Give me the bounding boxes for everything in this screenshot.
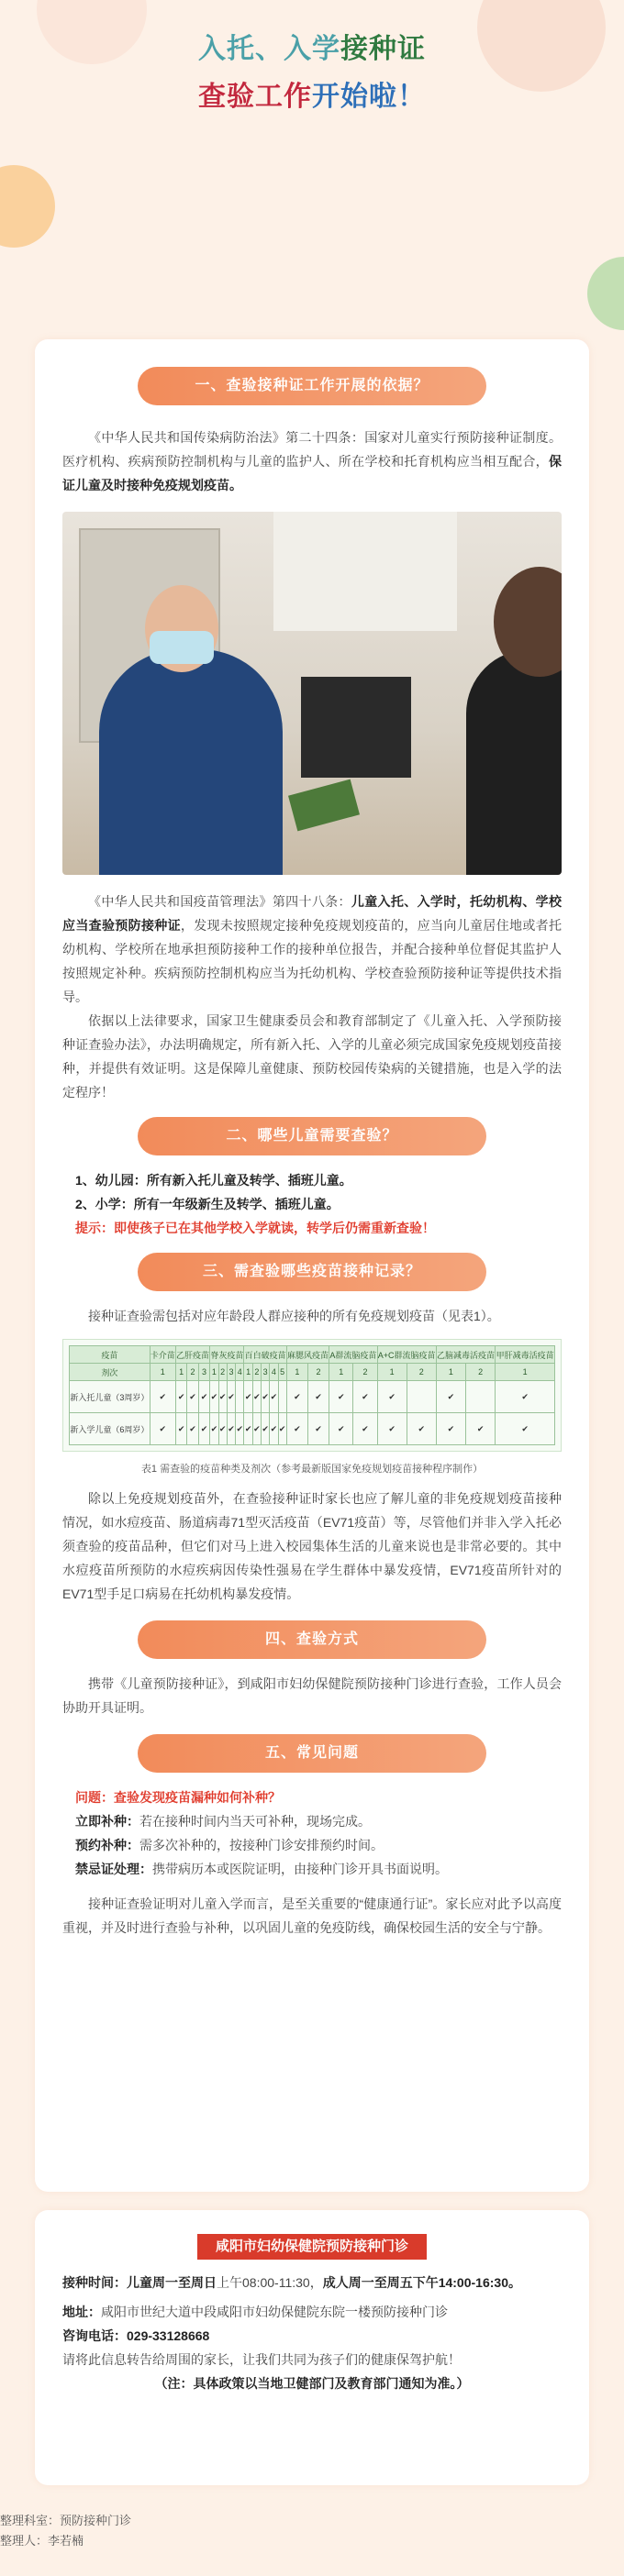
law-name: 《中华人民共和国疫苗管理法》 — [88, 894, 273, 909]
table-dose-cell: 4 — [270, 1364, 278, 1381]
table-head-cell: 乙脑减毒活疫苗 — [436, 1346, 495, 1364]
photo-laptop — [301, 677, 411, 778]
table-dose-cell: 2 — [252, 1364, 261, 1381]
table-header-row — [70, 1346, 555, 1364]
contact-key: 接种时间： — [62, 2275, 127, 2290]
vaccination-photo — [62, 512, 562, 875]
table-mark-cell: ✔ — [187, 1413, 198, 1445]
table-mark-cell: ✔ — [377, 1381, 407, 1413]
contact-time — [62, 2271, 562, 2294]
table-dose-cell: 1 — [436, 1364, 465, 1381]
table-dose-cell: 2 — [466, 1364, 496, 1381]
section-2-tip: 提示：即使孩子已在其他学校入学就读，转学后仍需重新查验！ — [75, 1221, 435, 1235]
table-head-cell: 疫苗 — [70, 1346, 150, 1364]
faq-question: 问题：查验发现疫苗漏种如何补种？ — [75, 1790, 281, 1805]
table-head-cell: A群流脑疫苗 — [329, 1346, 377, 1364]
table-mark-cell — [407, 1381, 436, 1413]
table-mark-cell: ✔ — [198, 1413, 209, 1445]
table-dose-cell: 1 — [175, 1364, 186, 1381]
table-dose-cell: 1 — [150, 1364, 175, 1381]
contact-value: 成人周一至周五下午14:00-16:30。 — [322, 2275, 521, 2290]
table-mark-cell: ✔ — [353, 1413, 377, 1445]
table-mark-cell: ✔ — [466, 1413, 496, 1445]
photo-nurse — [99, 649, 283, 875]
table-dose-cell: 2 — [307, 1364, 329, 1381]
title-highlight: 接种证 — [340, 34, 426, 64]
header — [0, 0, 624, 330]
faq-key: 预约补种： — [75, 1838, 139, 1852]
table-mark-cell: ✔ — [244, 1413, 252, 1445]
table-row — [70, 1413, 555, 1445]
table-dose-cell: 4 — [236, 1364, 244, 1381]
table-mark-cell: ✔ — [262, 1413, 270, 1445]
table-mark-cell: ✔ — [252, 1381, 261, 1413]
credit-dept: 整理科室：预防接种门诊 — [0, 2514, 132, 2527]
table-mark-cell: ✔ — [175, 1413, 186, 1445]
table-dose-cell: 1 — [286, 1364, 307, 1381]
phone-number[interactable]: 029-33128668 — [127, 2328, 210, 2343]
faq-value: 携带病历本或医院证明，由接种门诊开具书面说明。 — [152, 1862, 448, 1876]
table-mark-cell: ✔ — [210, 1381, 218, 1413]
table-head-cell: 脊灰疫苗 — [210, 1346, 244, 1364]
table-head-cell: 乙肝疫苗 — [175, 1346, 209, 1364]
faq-value: 需多次补种的，按接种门诊安排预约时间。 — [139, 1838, 384, 1852]
section-3-para-1: 接种证查验需包括对应年龄段人群应接种的所有免疫规划疫苗（见表1）。 — [88, 1309, 500, 1323]
table-caption: 表1 需查验的疫苗种类及剂次（参考最新版国家免疫规划疫苗接种程序制作） — [140, 1464, 484, 1475]
section-1-para-2 — [62, 890, 562, 1009]
table-mark-cell: ✔ — [244, 1381, 252, 1413]
table-mark-cell: ✔ — [377, 1413, 407, 1445]
section-2-pill: 二、哪些儿童需要查验？ — [138, 1117, 486, 1155]
title-line-1 — [0, 26, 624, 66]
section-1-pill: 一、查验接种证工作开展的依据？ — [138, 367, 486, 405]
faq-answer-1 — [62, 1809, 562, 1833]
table-row-label: 新入学儿童（6周岁） — [70, 1413, 150, 1445]
contact-value: 咸阳市世纪大道中段咸阳市妇幼保健院东院一楼预防接种门诊 — [101, 2305, 448, 2319]
title-highlight: 开始啦！ — [312, 82, 426, 112]
photo-booklet — [288, 779, 360, 832]
credits — [0, 2511, 624, 2551]
table-dose-cell: 1 — [210, 1364, 218, 1381]
table-mark-cell: ✔ — [307, 1413, 329, 1445]
table-dose-cell: 3 — [198, 1364, 209, 1381]
vaccine-table-wrap — [62, 1339, 562, 1452]
law-text: 第二十四条：国家对儿童实行预防接种证制度。医疗机构、疾病预防控制机构与儿童的监护人、所在学校和托育机构应当相互配合， — [62, 430, 563, 469]
contact-card — [35, 2210, 589, 2485]
table-mark-cell: ✔ — [496, 1413, 555, 1445]
section-1-para-3: 依据以上法律要求，国家卫生健康委员会和教育部制定了《儿童入托、入学预防接种证查验办法》，办法明确规定，所有新入托、入学的儿童必须完成国家免疫规划疫苗接种，并提供有效证明。这是保障儿童健康、预防校园传染病的关键措施，也是入学的法定程序！ — [62, 1013, 562, 1100]
table-mark-cell: ✔ — [227, 1381, 235, 1413]
table-mark-cell: ✔ — [210, 1413, 218, 1445]
table-row — [70, 1381, 555, 1413]
section-3-para-2: 除以上免疫规划疫苗外，在查验接种证时家长也应了解儿童的非免疫规划疫苗接种情况，如水痘疫苗、肠道病毒71型灭活疫苗（EV71疫苗）等，尽管他们并非入学入托必须查验的疫苗品种，但它们对马上进入校园集体生活的儿童来说也是非常必要的。其中水痘疫苗所预防的水痘疾病因传染性强易在学生群体中暴发疫情，EV71疫苗所针对的EV71型手足口病易在托幼机构暴发疫情。 — [62, 1491, 562, 1601]
section-1-para-1 — [62, 426, 562, 497]
contact-key: 咨询电话： — [62, 2328, 127, 2343]
table-mark-cell: ✔ — [436, 1381, 465, 1413]
table-mark-cell — [278, 1381, 286, 1413]
table-mark-cell: ✔ — [496, 1381, 555, 1413]
credit-person: 整理人：李若楠 — [0, 2534, 84, 2548]
table-mark-cell: ✔ — [407, 1413, 436, 1445]
law-text: ，发现未按照规定接种免疫规划疫苗的，应当向儿童居住地或者托幼机构、学校所在地承担预防接种工作的接种单位报告，并配合接种单位督促其监护人按照规定补种。疾病预防控制机构应当为托幼机构、学校查验预防接种证等提供技术指导。 — [62, 918, 563, 1004]
faq-answer-3 — [62, 1857, 562, 1881]
section-5-closing: 接种证查验证明对儿童入学而言，是至关重要的“健康通行证”。家长应对此予以高度重视，并及时进行查验与补种，以巩固儿童的免疫防线，确保校园生活的安全与宁静。 — [62, 1896, 562, 1935]
table-mark-cell: ✔ — [198, 1381, 209, 1413]
table-mark-cell: ✔ — [236, 1413, 244, 1445]
table-mark-cell: ✔ — [329, 1413, 353, 1445]
table-mark-cell: ✔ — [270, 1381, 278, 1413]
title-part: 入托、入学 — [198, 34, 340, 64]
table-mark-cell: ✔ — [262, 1381, 270, 1413]
table-mark-cell: ✔ — [150, 1413, 175, 1445]
contact-phone — [62, 2324, 562, 2348]
vaccine-table — [69, 1345, 555, 1445]
table-mark-cell: ✔ — [150, 1381, 175, 1413]
table-mark-cell: ✔ — [329, 1381, 353, 1413]
table-mark-cell: ✔ — [227, 1413, 235, 1445]
table-head-cell: 百白破疫苗 — [244, 1346, 286, 1364]
table-mark-cell: ✔ — [187, 1381, 198, 1413]
table-head-cell: A+C群流脑疫苗 — [377, 1346, 436, 1364]
section-3-pill: 三、需查验哪些疫苗接种记录？ — [138, 1253, 486, 1291]
table-dose-cell: 1 — [496, 1364, 555, 1381]
table-dose-cell: 2 — [407, 1364, 436, 1381]
photo-parent — [466, 649, 562, 875]
table-dose-cell: 1 — [244, 1364, 252, 1381]
section-2-item-2: 2、小学：所有一年级新生及转学、插班儿童。 — [75, 1197, 340, 1211]
table-dose-cell: 2 — [353, 1364, 377, 1381]
table-mark-cell: ✔ — [175, 1381, 186, 1413]
table-head-cell: 甲肝减毒活疫苗 — [496, 1346, 555, 1364]
table-dose-label: 剂次 — [70, 1364, 150, 1381]
contact-value: 儿童周一至周日 — [127, 2275, 217, 2290]
contact-share: 请将此信息转告给周围的家长，让我们共同为孩子们的健康保驾护航！ — [62, 2352, 461, 2367]
section-4-pill: 四、查验方式 — [138, 1620, 486, 1659]
faq-answer-2 — [62, 1833, 562, 1857]
table-mark-cell: ✔ — [307, 1381, 329, 1413]
table-mark-cell — [466, 1381, 496, 1413]
table-dose-cell: 1 — [329, 1364, 353, 1381]
table-row-label: 新入托儿童（3周岁） — [70, 1381, 150, 1413]
contact-key: 地址： — [62, 2305, 101, 2319]
table-dose-cell: 3 — [262, 1364, 270, 1381]
photo-nurse-mask — [150, 631, 214, 664]
main-card — [35, 339, 589, 2192]
section-2-item-1: 1、幼儿园：所有新入托儿童及转学、插班儿童。 — [75, 1173, 352, 1188]
law-emphasis: 儿童入托、入学时，托幼机构、学校应当查验预防接种证 — [62, 894, 563, 933]
table-mark-cell: ✔ — [436, 1413, 465, 1445]
table-mark-cell: ✔ — [218, 1413, 227, 1445]
table-dose-cell: 3 — [227, 1364, 235, 1381]
table-mark-cell: ✔ — [270, 1413, 278, 1445]
faq-key: 立即补种： — [75, 1814, 139, 1829]
table-mark-cell: ✔ — [353, 1381, 377, 1413]
law-name: 《中华人民共和国传染病防治法》 — [88, 430, 286, 445]
table-dose-cell: 5 — [278, 1364, 286, 1381]
table-dose-row — [70, 1364, 555, 1381]
table-mark-cell: ✔ — [252, 1413, 261, 1445]
title-part: 查验工作 — [198, 82, 312, 112]
table-mark-cell: ✔ — [218, 1381, 227, 1413]
table-mark-cell — [236, 1381, 244, 1413]
table-mark-cell: ✔ — [278, 1413, 286, 1445]
table-mark-cell: ✔ — [286, 1381, 307, 1413]
law-article: 第四十八条： — [272, 894, 351, 909]
section-4-para: 携带《儿童预防接种证》，到咸阳市妇幼保健院预防接种门诊进行查验，工作人员会协助开具证明。 — [62, 1676, 562, 1715]
law-emphasis: 保证儿童及时接种免疫规划疫苗。 — [62, 454, 562, 492]
table-dose-cell: 2 — [187, 1364, 198, 1381]
contact-value: 上午08:00-11:30， — [217, 2275, 323, 2290]
table-head-cell: 卡介苗 — [150, 1346, 175, 1364]
table-head-cell: 麻腮风疫苗 — [286, 1346, 329, 1364]
photo-window — [273, 512, 457, 631]
table-mark-cell: ✔ — [286, 1413, 307, 1445]
faq-value: 若在接种时间内当天可补种，现场完成。 — [139, 1814, 371, 1829]
contact-address — [62, 2300, 562, 2324]
contact-note: （注：具体政策以当地卫健部门及教育部门通知为准。） — [154, 2376, 470, 2391]
contact-title: 咸阳市妇幼保健院预防接种门诊 — [197, 2234, 427, 2260]
faq-key: 禁忌证处理： — [75, 1862, 152, 1876]
title-line-2 — [0, 73, 624, 114]
section-5-pill: 五、常见问题 — [138, 1734, 486, 1773]
table-dose-cell: 1 — [377, 1364, 407, 1381]
table-dose-cell: 2 — [218, 1364, 227, 1381]
